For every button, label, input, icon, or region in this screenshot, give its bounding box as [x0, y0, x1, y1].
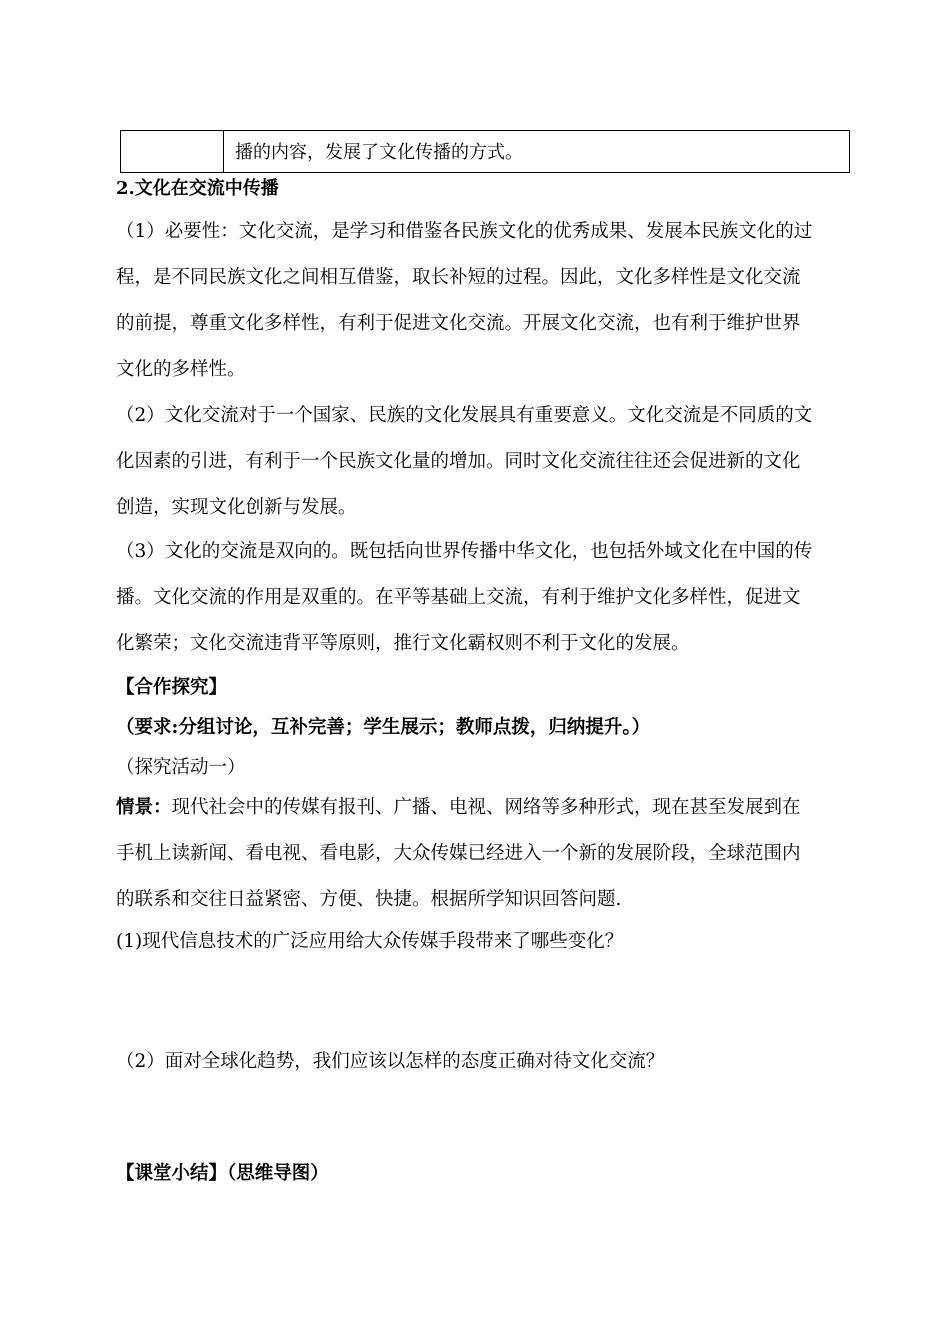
scenario-label: 情景： [116, 797, 172, 818]
requirement-text: （要求:分组讨论，互补完善；学生展示；教师点拨，归纳提升。） [116, 717, 651, 738]
question-2: （2）面对全球化趋势，我们应该以怎样的态度正确对待文化交流？ [116, 1051, 665, 1072]
paragraph-line: 化繁荣；文化交流违背平等原则，推行文化霸权则不利于文化的发展。 [116, 633, 690, 654]
scenario-text: 现代社会中的传媒有报刊、广播、电视、网络等多种形式，现在甚至发展到在 [171, 797, 801, 818]
content-table [120, 130, 850, 173]
scenario-line: 手机上读新闻、看电视、看电影，大众传媒已经进入一个新的发展阶段，全球范围内 [116, 843, 801, 864]
summary-heading: 【课堂小结】（思维导图） [116, 1163, 329, 1184]
paragraph-line: 程，是不同民族文化之间相互借鉴，取长补短的过程。因此，文化多样性是文化交流 [116, 267, 801, 288]
paragraph-line: 的前提，尊重文化多样性，有利于促进文化交流。开展文化交流，也有利于维护世界 [116, 313, 801, 334]
question-1: (1)现代信息技术的广泛应用给大众传媒手段带来了哪些变化？ [116, 931, 624, 952]
paragraph-line: （2）文化交流对于一个国家、民族的文化发展具有重要意义。文化交流是不同质的文 [116, 405, 813, 426]
cooperation-heading: 【合作探究】 [116, 677, 228, 698]
paragraph-line: （1）必要性：文化交流，是学习和借鉴各民族文化的优秀成果、发展本民族文化的过 [116, 221, 813, 242]
paragraph-line: 播。文化交流的作用是双重的。在平等基础上交流，有利于维护文化多样性，促进文 [116, 587, 801, 608]
scenario-line [116, 796, 801, 820]
table-right-cell: 播的内容，发展了文化传播的方式。 [235, 142, 523, 163]
table-left-cell [121, 131, 224, 172]
paragraph-line: 化因素的引进，有利于一个民族文化量的增加。同时文化交流往往还会促进新的文化 [116, 451, 801, 472]
paragraph-line: 创造，实现文化创新与发展。 [116, 497, 357, 518]
scenario-line: 的联系和交往日益紧密、方便、快捷。根据所学知识回答问题. [116, 889, 622, 910]
activity-label: （探究活动一） [116, 757, 246, 778]
section-heading: 2.文化在交流中传播 [116, 178, 279, 199]
paragraph-line: （3）文化的交流是双向的。既包括向世界传播中华文化，也包括外域文化在中国的传 [116, 541, 813, 562]
paragraph-line: 文化的多样性。 [116, 359, 246, 380]
